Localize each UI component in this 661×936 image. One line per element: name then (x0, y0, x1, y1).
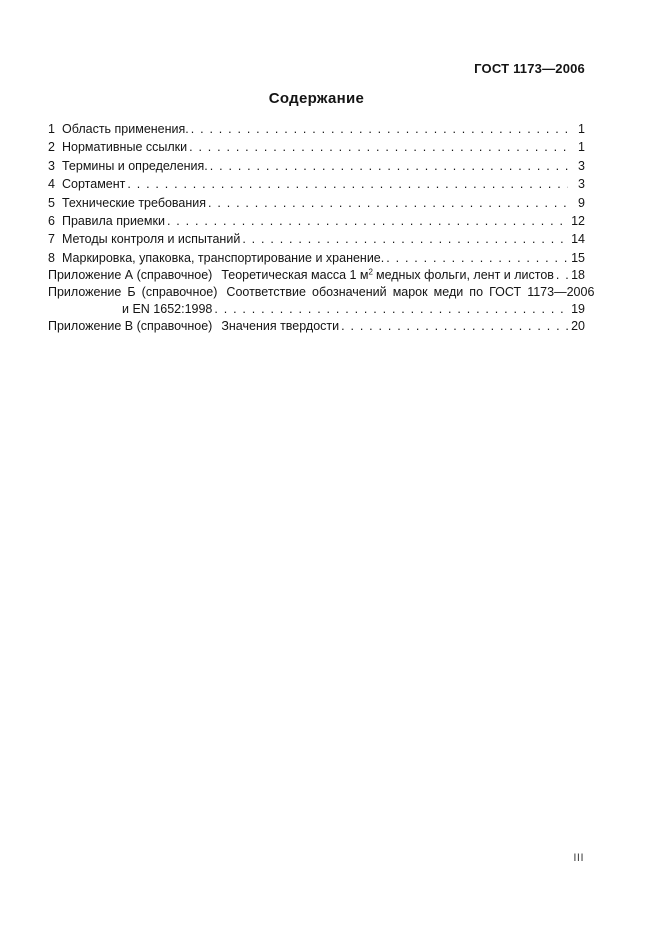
appendix-label: Приложение В (справочное) (48, 319, 213, 334)
appendix-title: Значения твердости (221, 319, 340, 334)
toc-entry-title: Технические требования (62, 195, 207, 210)
appendix-label: Приложение Б (справочное) (48, 285, 218, 300)
toc-entry-page: 19 (571, 302, 585, 317)
dot-leader (556, 267, 568, 284)
toc-entry-number: 6 (48, 214, 55, 229)
toc-entry (48, 157, 585, 175)
toc-appendix-b-line2 (48, 301, 585, 318)
toc-entry-page: 1 (578, 140, 585, 155)
toc-entry-page: 3 (578, 158, 585, 173)
dot-leader (214, 301, 568, 318)
toc-entry-title: Правила приемки (62, 214, 165, 229)
toc-entry-page: 18 (571, 268, 585, 283)
toc-entry (48, 194, 585, 212)
dot-leader (208, 194, 568, 212)
appendix-title-end: медных фольги, лент и листов (375, 268, 554, 283)
toc-entry (48, 175, 585, 193)
toc-entry (48, 212, 585, 230)
toc-entry-number: 8 (48, 250, 55, 265)
page-title: Содержание (268, 90, 365, 107)
dot-leader (242, 230, 568, 248)
toc-entry-title: Маркировка, упаковка, транспортирование и хранение. (62, 250, 385, 265)
appendix-label: Приложение А (справочное) (48, 268, 213, 283)
toc-appendix-b-line1 (48, 284, 595, 301)
toc-entry-page: 15 (571, 250, 585, 265)
toc-entry (48, 138, 585, 156)
appendix-title-start: Теоретическая масса 1 м (221, 268, 369, 283)
dot-leader (189, 138, 568, 156)
toc-entry-title: Термины и определения. (62, 158, 208, 173)
toc-entry (48, 230, 585, 248)
toc-entry-page: 12 (571, 214, 585, 229)
toc-entry-page: 3 (578, 177, 585, 192)
toc-entry (48, 120, 585, 138)
toc-entry-title: Нормативные ссылки (62, 140, 188, 155)
toc-entry (48, 249, 585, 267)
table-of-contents (48, 120, 595, 335)
dot-leader (167, 212, 568, 230)
toc-entry-title: Сортамент (62, 177, 126, 192)
toc-entry-page: 1 (578, 122, 585, 136)
toc-entry-number: 2 (48, 140, 55, 155)
appendix-title-line1: Соответствие обозначений марок меди по ГОСТ 1173—2006 (226, 285, 595, 300)
toc-appendix-v (48, 318, 585, 335)
toc-entry-number: 4 (48, 177, 55, 192)
document-code: ГОСТ 1173—2006 (474, 61, 585, 76)
toc-entry-number: 3 (48, 158, 55, 173)
toc-entry-page: 20 (571, 319, 585, 334)
toc-entry-page: 9 (578, 195, 585, 210)
appendix-title-line2: и EN 1652:1998 (122, 302, 213, 317)
toc-entry-title: Методы контроля и испытаний (62, 232, 241, 247)
toc-entry-number: 1 (48, 122, 55, 136)
appendix-title (221, 267, 554, 284)
dot-leader (127, 175, 568, 193)
dot-leader (386, 249, 568, 267)
dot-leader (341, 318, 568, 335)
page-number: III (573, 852, 584, 864)
toc-appendix-a (48, 267, 585, 284)
dot-leader (191, 120, 568, 138)
dot-leader (210, 157, 568, 175)
superscript-2: 2 (368, 267, 373, 277)
toc-entry-page: 14 (571, 232, 585, 247)
toc-entry-number: 7 (48, 232, 55, 247)
toc-entry-number: 5 (48, 195, 55, 210)
toc-entry-title: Область применения. (62, 122, 189, 136)
